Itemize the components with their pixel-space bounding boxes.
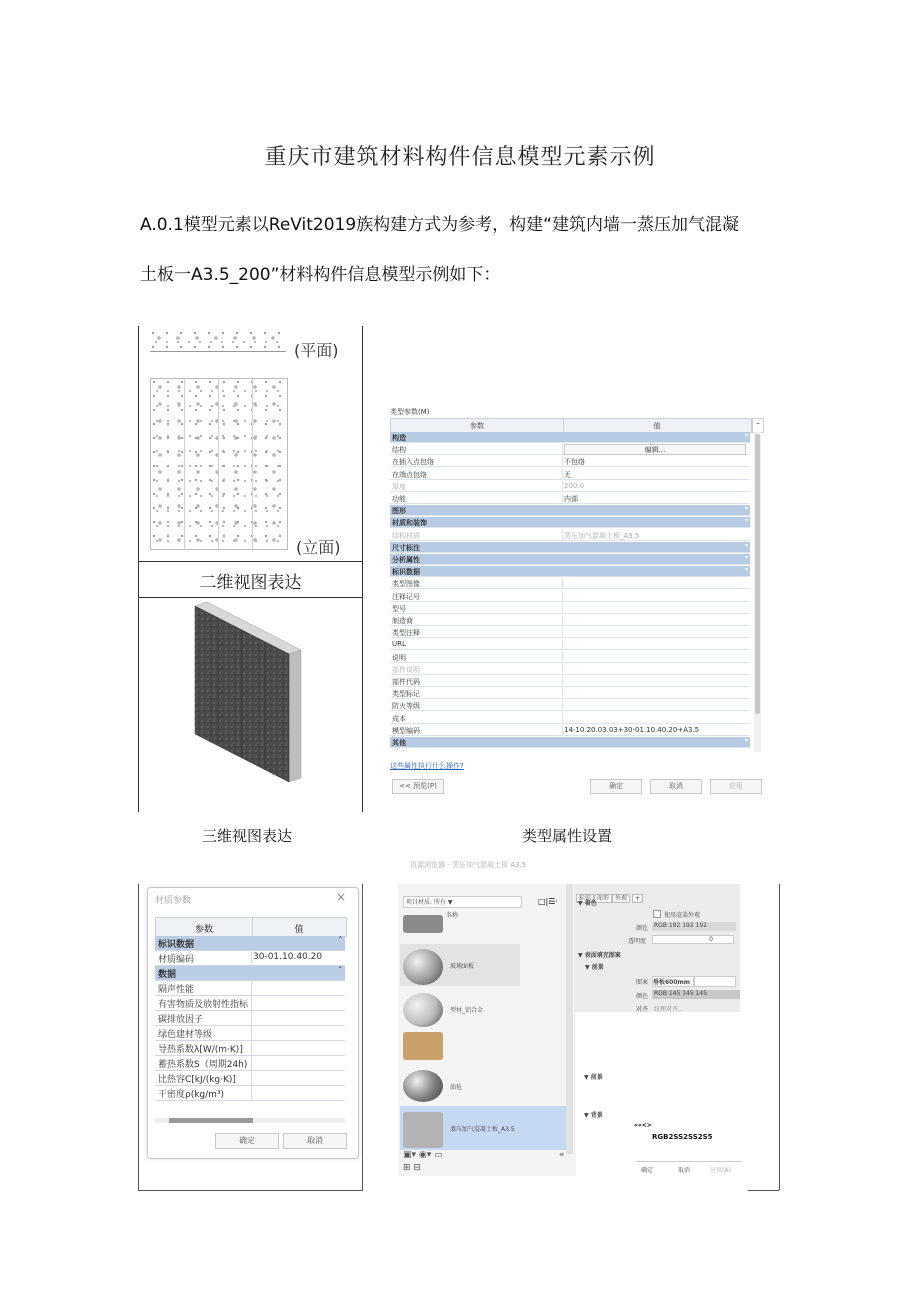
transparency-label: 透明度 — [628, 938, 647, 945]
view-2d-label: 二维视图表达 — [199, 573, 302, 593]
elevation-label: (立面) — [296, 538, 341, 557]
foreground-subsection[interactable]: ▼ 前景 — [585, 964, 604, 971]
param-name: 标识数据 — [392, 568, 420, 577]
type-param-row[interactable] — [390, 725, 750, 736]
col-value-header: 值 — [653, 422, 661, 430]
tab-identity[interactable]: 标识 — [576, 894, 594, 903]
param-name: 材质和装饰 — [392, 519, 427, 528]
group-chevron-icon[interactable]: ▾ — [744, 505, 748, 513]
help-link[interactable]: 这些属性执行什么操作? — [390, 762, 464, 770]
type-param-row[interactable] — [390, 578, 750, 589]
plan-view-line — [150, 351, 286, 352]
browser-toolbar-icons[interactable]: ▣▾ ◉▾ ▭ — [403, 1150, 443, 1160]
type-ok-button[interactable]: 确定 — [590, 779, 642, 794]
material-param-row[interactable] — [155, 1071, 345, 1086]
material-param-row[interactable] — [155, 981, 345, 996]
material-group-row[interactable] — [155, 936, 345, 951]
divider-bottom — [138, 597, 363, 598]
group-chevron-icon[interactable]: ▾ — [744, 737, 748, 744]
side-background-label: 背景 — [590, 1112, 603, 1119]
divider-top — [138, 561, 363, 562]
type-param-row[interactable] — [390, 481, 750, 492]
shading-section-label: 着色 — [584, 900, 597, 907]
group-chevron-icon[interactable]: ▾ — [744, 517, 748, 525]
type-params-header: 类型参数(M) — [390, 408, 430, 416]
material-param-name: 比热容C[kJ/(kg·K)] — [158, 1075, 236, 1085]
tab-graphics[interactable]: 图形 — [594, 894, 612, 903]
param-name: 分析属性 — [392, 556, 420, 564]
material-swatch — [403, 1112, 443, 1148]
align-label: 对齐 — [636, 1006, 649, 1013]
view-toggle-icons[interactable]: □|☰· — [538, 897, 558, 906]
param-name: 模型编码 — [392, 726, 420, 735]
arrow-glyphs: ««<> — [634, 1122, 652, 1129]
appearance-ok-button[interactable]: 确定 — [641, 1167, 654, 1174]
param-name: 图形 — [392, 507, 406, 516]
material-filter-dropdown[interactable]: 项目材质: 所有 ▼ — [403, 896, 522, 908]
type-param-row[interactable] — [390, 493, 750, 504]
pattern-color-field[interactable]: RGB 145 145 145 — [652, 990, 740, 999]
type-param-row[interactable] — [390, 713, 750, 724]
material-swatch — [403, 1070, 443, 1102]
param-name: 制造商 — [392, 617, 413, 625]
color2-label: 颜色 — [636, 993, 649, 1000]
param-name: 结构材质 — [392, 531, 420, 540]
material-swatch — [403, 915, 443, 933]
param-name: 型号 — [392, 604, 406, 613]
material-swatch — [403, 1032, 443, 1060]
color-label: 颜色 — [636, 925, 649, 932]
param-name: 厚度 — [392, 482, 406, 491]
type-scrollbar[interactable] — [754, 432, 761, 752]
material-swatch — [403, 993, 443, 1027]
param-name: URL — [392, 640, 406, 649]
pattern-field[interactable]: 垂板600mm — [652, 976, 694, 987]
param-value: 蒸压加气混凝土板_A3.5 — [564, 531, 640, 540]
group-chevron-icon[interactable]: ▾ — [744, 432, 748, 439]
material-ok-button[interactable]: 确定 — [215, 1133, 279, 1149]
type-cancel-button[interactable]: 取消 — [650, 779, 702, 794]
intro-line-1: A.0.1模型元素以ReVit2019族构建方式为参考，构建“建筑内墙一蒸压加气混凝 — [140, 215, 739, 235]
material-hscrollbar[interactable] — [155, 1118, 345, 1123]
param-name: 尺寸标注 — [392, 543, 420, 552]
material-param-name: 绿色建材等级 — [158, 1030, 213, 1040]
type-param-row[interactable] — [390, 603, 750, 614]
preview-button[interactable]: << 预览(P) — [392, 779, 444, 794]
material-param-row[interactable] — [155, 1011, 345, 1026]
material-item-name: 型材_铝合金 — [450, 1007, 484, 1014]
type-param-row[interactable] — [390, 639, 750, 650]
type-group-row[interactable] — [390, 432, 750, 443]
param-value: 内部 — [564, 495, 578, 503]
param-name: 说明 — [392, 653, 406, 662]
material-param-row[interactable] — [155, 1041, 345, 1056]
tab-appearance[interactable]: 外观 — [612, 894, 630, 903]
bottom-left-frame — [138, 1190, 363, 1191]
material-param-row[interactable] — [155, 1026, 345, 1041]
type-apply-button[interactable]: 应用 — [710, 779, 762, 794]
foreground-label: 前景 — [591, 964, 604, 971]
browser-scrollbar[interactable] — [566, 884, 573, 1154]
render-appearance-label: 使用渲染外观 — [664, 912, 701, 919]
surface-pattern-section[interactable]: ▼ 表面填充图案 — [578, 952, 621, 959]
param-name: 部件说明 — [392, 665, 420, 674]
pattern-preview[interactable] — [694, 976, 736, 987]
view-3d-caption: 三维视图表达 — [202, 827, 293, 845]
material-param-name: 数据 — [158, 970, 177, 980]
type-group-row[interactable] — [390, 542, 750, 553]
material-param-name: 材质编码 — [158, 955, 195, 965]
transparency-field[interactable]: 0 — [652, 935, 734, 944]
param-name: 功能 — [392, 495, 406, 503]
elevation-view-drawing — [150, 378, 288, 550]
type-param-row[interactable] — [390, 615, 750, 626]
material-param-name: 标识数据 — [158, 940, 195, 950]
footer-divider — [636, 1161, 742, 1162]
param-name: 结构 — [392, 446, 406, 455]
material-col-value: 值 — [294, 925, 304, 935]
param-name: 在插入点包络 — [392, 458, 434, 467]
param-value: 200.0 — [564, 481, 585, 490]
shading-section[interactable]: ▼ 着色 — [578, 900, 597, 907]
page-title: 重庆市建筑材料构件信息模型元素示例 — [264, 145, 656, 170]
param-name: 成本 — [392, 714, 406, 723]
shading-color-field[interactable]: RGB 192 192 192 — [652, 922, 736, 931]
group-collapse-icon[interactable]: ˄ — [338, 966, 342, 974]
type-group-row[interactable] — [390, 737, 750, 748]
plan-label: (平面) — [294, 341, 339, 360]
param-name: 构造 — [392, 434, 406, 442]
type-param-row[interactable] — [390, 664, 750, 675]
type-group-row[interactable] — [390, 517, 750, 528]
material-dialog-title: 材质参数 — [155, 896, 192, 906]
texture-align-button[interactable]: 纹理对齐... — [654, 1006, 684, 1013]
param-name: 在端点包络 — [392, 470, 427, 479]
collapse-chevrons-icon[interactable]: « — [559, 1150, 565, 1160]
side-foreground-label: 前景 — [590, 1074, 603, 1081]
type-param-row[interactable] — [390, 469, 750, 480]
group-collapse-icon[interactable]: ˄ — [338, 936, 342, 944]
col-param-header: 参数 — [470, 422, 484, 430]
bottom-left-vline — [138, 884, 139, 1190]
bottom-right-vline — [779, 884, 780, 1190]
material-param-name: 有害物质及放射性指标 — [158, 1000, 249, 1010]
param-name: 类型标记 — [392, 690, 420, 699]
edit-structure-button[interactable]: 编辑... — [564, 444, 746, 455]
material-item-name: 蒸压加气混凝土板_A3.5 — [450, 1126, 515, 1133]
bottom-mid-vline — [362, 884, 363, 1190]
param-name: 注释记号 — [392, 592, 420, 601]
wall-3d-view — [165, 600, 315, 790]
material-col-param: 参数 — [194, 925, 213, 935]
param-name: 类型注释 — [392, 629, 420, 638]
intro-line-2: 土板一A3.5_200”材料构件信息模型示例如下： — [140, 265, 501, 285]
material-param-name: 蓄热系数S（周期24h) — [158, 1060, 248, 1070]
material-param-value: 30-01.10.40.20 — [253, 952, 323, 962]
pattern-label: 图案 — [636, 979, 649, 986]
appearance-apply-button[interactable]: 应用(A) — [710, 1167, 731, 1174]
material-table-header — [155, 917, 347, 937]
group-chevron-icon[interactable]: ▾ — [744, 541, 748, 549]
material-param-name: 碳排放因子 — [158, 1015, 204, 1025]
type-param-row[interactable] — [390, 652, 750, 663]
browser-header: 资源浏览器 - 蒸压加气混凝土板 A3.5 — [410, 861, 527, 869]
type-param-row[interactable] — [390, 688, 750, 699]
material-param-row[interactable] — [155, 951, 345, 966]
param-name: 类型图像 — [392, 580, 420, 589]
material-swatch — [403, 949, 443, 985]
surface-pattern-label: 表面填充图案 — [584, 952, 621, 959]
param-value: 14-10.20.03.03+30-01.10.40.20+A3.5 — [564, 725, 700, 734]
type-group-row[interactable] — [390, 505, 750, 516]
param-name: 部件代码 — [392, 678, 420, 686]
material-param-row[interactable] — [155, 996, 345, 1011]
garbled-rgb-text: RGB2SS2SS2S5 — [652, 1133, 713, 1141]
type-param-row[interactable] — [390, 676, 750, 687]
group-chevron-icon[interactable]: ▾ — [744, 554, 748, 561]
material-item-name: 油毡 — [450, 1084, 463, 1091]
material-param-row[interactable] — [155, 1086, 345, 1101]
collapse-icon[interactable]: – — [752, 418, 764, 433]
bottom-right-frame — [748, 1190, 779, 1191]
type-group-row[interactable] — [390, 554, 750, 565]
material-item-name: 玻璃面板 — [450, 963, 475, 970]
library-icons[interactable]: ⊞ ⊟ — [403, 1163, 421, 1173]
material-param-name: 干密度ρ(kg/m³) — [158, 1090, 225, 1100]
material-cancel-button[interactable]: 取消 — [283, 1133, 347, 1149]
type-param-row[interactable] — [390, 530, 750, 541]
material-param-row[interactable] — [155, 1056, 345, 1071]
material-param-name: 导热系数λ[W/(m·K)] — [158, 1045, 243, 1055]
param-value: 不包络 — [564, 458, 585, 467]
panel-right-border — [362, 326, 363, 812]
type-param-row[interactable] — [390, 444, 750, 455]
browser-col-name: 名称 — [446, 912, 459, 919]
close-icon[interactable]: × — [336, 890, 347, 904]
material-group-row[interactable] — [155, 966, 345, 981]
type-caption: 类型属性设置 — [522, 827, 613, 845]
type-param-row[interactable] — [390, 591, 750, 602]
add-tab-icon[interactable]: + — [632, 894, 643, 903]
type-group-row[interactable] — [390, 566, 750, 577]
type-param-row[interactable] — [390, 700, 750, 711]
param-value: 无 — [564, 470, 571, 479]
plan-view-drawing — [150, 330, 286, 352]
side-foreground[interactable]: ▼ 前景 — [584, 1074, 603, 1081]
type-param-row[interactable] — [390, 627, 750, 638]
side-background[interactable]: ▼ 背景 — [584, 1112, 603, 1119]
type-table-header — [390, 418, 752, 433]
type-param-row[interactable] — [390, 456, 750, 467]
material-param-name: 隔声性能 — [158, 985, 195, 995]
appearance-cancel-button[interactable]: 取消 — [678, 1167, 691, 1174]
group-chevron-icon[interactable]: ▾ — [744, 566, 748, 574]
param-name: 其他 — [392, 739, 406, 747]
render-appearance-checkbox[interactable] — [653, 910, 661, 918]
param-name: 防火等级 — [392, 702, 420, 711]
